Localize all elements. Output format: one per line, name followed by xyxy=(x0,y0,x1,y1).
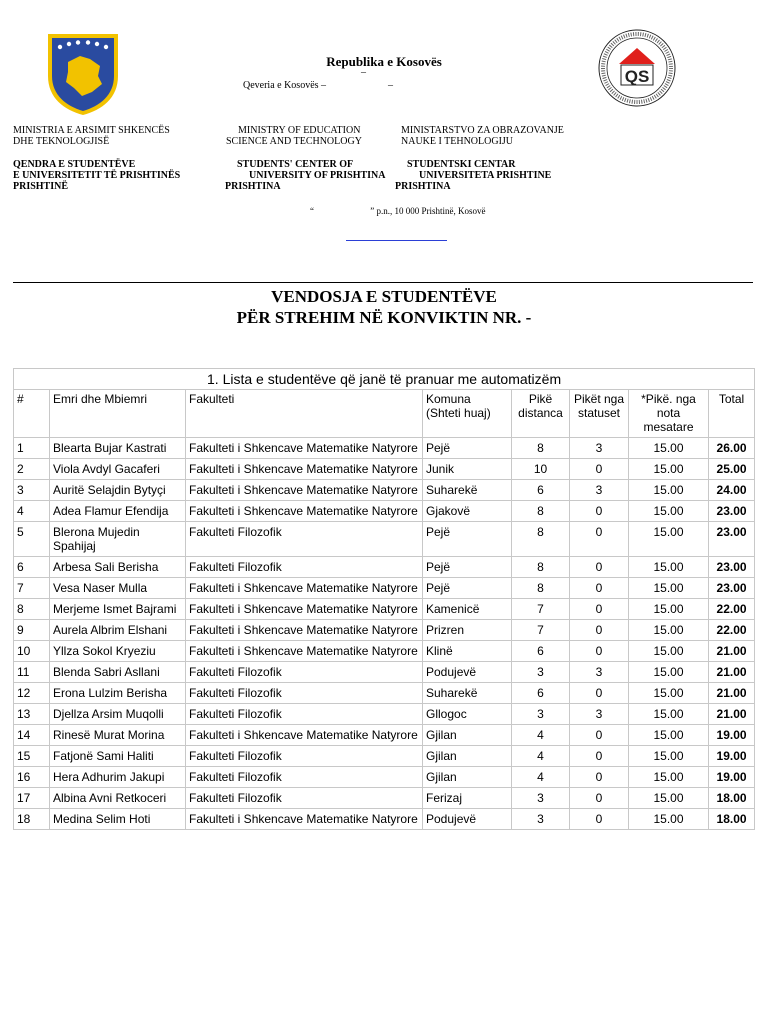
table-cell-n: 5 xyxy=(14,522,50,557)
table-cell-kom: Gllogoc xyxy=(423,704,512,725)
government-label: Qeveria e Kosovës – xyxy=(243,80,327,91)
center-albanian: QENDRA E STUDENTËVE E UNIVERSITETIT TË PRISHTINËS PRISHTINË xyxy=(13,159,181,192)
table-cell-nota: 15.00 xyxy=(629,809,709,830)
table-cell-nota: 15.00 xyxy=(629,480,709,501)
table-cell-kom: Gjilan xyxy=(423,767,512,788)
table-cell-dist: 8 xyxy=(512,501,570,522)
column-header: Komuna (Shteti huaj) xyxy=(423,390,512,438)
column-header: Pikët nga statuset xyxy=(570,390,629,438)
column-header: *Pikë. nga nota mesatare xyxy=(629,390,709,438)
table-cell-name: Merjeme Ismet Bajrami xyxy=(50,599,186,620)
table-cell-dist: 3 xyxy=(512,662,570,683)
table-cell-total: 22.00 xyxy=(709,620,755,641)
table-cell-total: 19.00 xyxy=(709,725,755,746)
table-cell-nota: 15.00 xyxy=(629,438,709,459)
table-cell-n: 10 xyxy=(14,641,50,662)
table-cell-fac: Fakulteti Filozofik xyxy=(186,557,423,578)
table-caption-row xyxy=(14,369,755,390)
table-cell-kom: Kamenicë xyxy=(423,599,512,620)
table-cell-nota: 15.00 xyxy=(629,557,709,578)
table-cell-fac: Fakulteti i Shkencave Matematike Natyrore xyxy=(186,599,423,620)
table-cell-total: 23.00 xyxy=(709,501,755,522)
table-cell-n: 7 xyxy=(14,578,50,599)
table-cell-stat: 3 xyxy=(570,662,629,683)
table-cell-name: Adea Flamur Efendija xyxy=(50,501,186,522)
table-cell-fac: Fakulteti Filozofik xyxy=(186,662,423,683)
table-cell-total: 21.00 xyxy=(709,704,755,725)
table-cell-stat: 0 xyxy=(570,641,629,662)
table-cell-name: Vesa Naser Mulla xyxy=(50,578,186,599)
table-cell-kom: Suharekë xyxy=(423,480,512,501)
table-cell-n: 8 xyxy=(14,599,50,620)
table-cell-n: 2 xyxy=(14,459,50,480)
table-cell-total: 21.00 xyxy=(709,683,755,704)
header-dash: – xyxy=(361,67,366,78)
table-cell-n: 9 xyxy=(14,620,50,641)
table-cell-nota: 15.00 xyxy=(629,522,709,557)
table-cell-n: 17 xyxy=(14,788,50,809)
table-row xyxy=(14,809,755,830)
table-cell-fac: Fakulteti i Shkencave Matematike Natyrore xyxy=(186,501,423,522)
table-cell-n: 15 xyxy=(14,746,50,767)
table-cell-total: 19.00 xyxy=(709,746,755,767)
table-cell-nota: 15.00 xyxy=(629,788,709,809)
table-row xyxy=(14,620,755,641)
table-cell-stat: 3 xyxy=(570,438,629,459)
table-cell-total: 21.00 xyxy=(709,641,755,662)
column-header: Pikë distanca xyxy=(512,390,570,438)
table-cell-stat: 0 xyxy=(570,620,629,641)
table-cell-total: 24.00 xyxy=(709,480,755,501)
table-cell-kom: Pejë xyxy=(423,522,512,557)
table-cell-fac: Fakulteti i Shkencave Matematike Natyrore xyxy=(186,578,423,599)
table-row xyxy=(14,438,755,459)
table-cell-kom: Junik xyxy=(423,459,512,480)
table-cell-dist: 8 xyxy=(512,438,570,459)
qs-logo-icon xyxy=(597,28,677,108)
table-cell-fac: Fakulteti Filozofik xyxy=(186,767,423,788)
table-cell-fac: Fakulteti i Shkencave Matematike Natyrore xyxy=(186,725,423,746)
table-cell-n: 14 xyxy=(14,725,50,746)
table-cell-stat: 0 xyxy=(570,767,629,788)
table-cell-fac: Fakulteti i Shkencave Matematike Natyrore xyxy=(186,459,423,480)
table-row xyxy=(14,599,755,620)
table-cell-kom: Ferizaj xyxy=(423,788,512,809)
ministry-albanian: MINISTRIA E ARSIMIT SHKENCËS DHE TEKNOLOGJISË xyxy=(13,125,170,147)
republic-title: Republika e Kosovës xyxy=(326,54,442,69)
table-cell-stat: 0 xyxy=(570,578,629,599)
table-cell-kom: Podujevë xyxy=(423,662,512,683)
table-cell-fac: Fakulteti Filozofik xyxy=(186,522,423,557)
table-cell-fac: Fakulteti i Shkencave Matematike Natyrore xyxy=(186,641,423,662)
table-cell-total: 18.00 xyxy=(709,809,755,830)
table-row xyxy=(14,746,755,767)
column-header: Total xyxy=(709,390,755,438)
table-row xyxy=(14,662,755,683)
table-cell-stat: 0 xyxy=(570,788,629,809)
table-cell-dist: 10 xyxy=(512,459,570,480)
table-cell-nota: 15.00 xyxy=(629,459,709,480)
table-cell-nota: 15.00 xyxy=(629,578,709,599)
table-cell-name: Blerona Mujedin Spahijaj xyxy=(50,522,186,557)
table-cell-dist: 3 xyxy=(512,788,570,809)
table-cell-fac: Fakulteti Filozofik xyxy=(186,788,423,809)
table-cell-nota: 15.00 xyxy=(629,641,709,662)
table-cell-fac: Fakulteti Filozofik xyxy=(186,704,423,725)
table-cell-name: Viola Avdyl Gacaferi xyxy=(50,459,186,480)
table-cell-kom: Podujevë xyxy=(423,809,512,830)
table-header-row xyxy=(14,390,755,438)
table-cell-kom: Pejë xyxy=(423,578,512,599)
table-cell-fac: Fakulteti i Shkencave Matematike Natyrore xyxy=(186,809,423,830)
center-english: STUDENTS' CENTER OF UNIVERSITY OF PRISHTINA PRISHTINA xyxy=(225,159,386,192)
table-cell-dist: 6 xyxy=(512,683,570,704)
table-cell-n: 13 xyxy=(14,704,50,725)
table-cell-dist: 7 xyxy=(512,599,570,620)
table-cell-name: Blenda Sabri Asllani xyxy=(50,662,186,683)
document-title: VENDOSJA E STUDENTËVE PËR STREHIM NË KONVIKTIN NR. - xyxy=(236,287,532,327)
table-cell-n: 12 xyxy=(14,683,50,704)
table-cell-stat: 0 xyxy=(570,557,629,578)
table-cell-total: 21.00 xyxy=(709,662,755,683)
table-cell-name: Yllza Sokol Kryeziu xyxy=(50,641,186,662)
table-cell-dist: 4 xyxy=(512,767,570,788)
table-cell-n: 6 xyxy=(14,557,50,578)
column-header: Fakulteti xyxy=(186,390,423,438)
table-cell-name: Fatjonë Sami Haliti xyxy=(50,746,186,767)
table-cell-kom: Prizren xyxy=(423,620,512,641)
table-cell-total: 19.00 xyxy=(709,767,755,788)
table-caption: 1. Lista e studentëve që janë të pranuar me automatizëm xyxy=(14,369,755,390)
table-cell-name: Albina Avni Retkoceri xyxy=(50,788,186,809)
column-header: # xyxy=(14,390,50,438)
table-cell-stat: 0 xyxy=(570,459,629,480)
table-cell-dist: 8 xyxy=(512,557,570,578)
table-cell-fac: Fakulteti Filozofik xyxy=(186,746,423,767)
table-cell-name: Blearta Bujar Kastrati xyxy=(50,438,186,459)
table-cell-name: Arbesa Sali Berisha xyxy=(50,557,186,578)
table-cell-nota: 15.00 xyxy=(629,683,709,704)
table-cell-fac: Fakulteti i Shkencave Matematike Natyrore xyxy=(186,620,423,641)
table-cell-kom: Gjakovë xyxy=(423,501,512,522)
table-row xyxy=(14,683,755,704)
table-cell-name: Djellza Arsim Muqolli xyxy=(50,704,186,725)
table-cell-name: Medina Selim Hoti xyxy=(50,809,186,830)
table-cell-kom: Suharekë xyxy=(423,683,512,704)
table-cell-nota: 15.00 xyxy=(629,704,709,725)
table-cell-total: 26.00 xyxy=(709,438,755,459)
table-row xyxy=(14,501,755,522)
table-cell-n: 1 xyxy=(14,438,50,459)
table-row xyxy=(14,725,755,746)
table-cell-dist: 4 xyxy=(512,746,570,767)
table-cell-total: 23.00 xyxy=(709,557,755,578)
table-cell-n: 18 xyxy=(14,809,50,830)
table-cell-fac: Fakulteti i Shkencave Matematike Natyrore xyxy=(186,438,423,459)
table-row xyxy=(14,480,755,501)
address-line: “ ” p.n., 10 000 Prishtinë, Kosovë xyxy=(310,206,486,216)
table-cell-dist: 8 xyxy=(512,578,570,599)
table-cell-kom: Pejë xyxy=(423,557,512,578)
table-row xyxy=(14,704,755,725)
table-cell-total: 22.00 xyxy=(709,599,755,620)
table-cell-stat: 3 xyxy=(570,480,629,501)
table-row xyxy=(14,767,755,788)
table-cell-kom: Pejë xyxy=(423,438,512,459)
table-cell-n: 3 xyxy=(14,480,50,501)
table-cell-nota: 15.00 xyxy=(629,599,709,620)
table-cell-total: 25.00 xyxy=(709,459,755,480)
table-cell-stat: 0 xyxy=(570,522,629,557)
students-table-wrap xyxy=(13,368,754,830)
table-row xyxy=(14,459,755,480)
table-cell-n: 4 xyxy=(14,501,50,522)
table-cell-stat: 0 xyxy=(570,599,629,620)
table-cell-nota: 15.00 xyxy=(629,501,709,522)
students-table xyxy=(13,368,755,830)
table-row xyxy=(14,578,755,599)
table-cell-stat: 0 xyxy=(570,501,629,522)
table-cell-name: Rinesë Murat Morina xyxy=(50,725,186,746)
table-cell-n: 16 xyxy=(14,767,50,788)
table-cell-stat: 0 xyxy=(570,683,629,704)
table-cell-stat: 0 xyxy=(570,809,629,830)
table-cell-kom: Klinë xyxy=(423,641,512,662)
table-cell-fac: Fakulteti Filozofik xyxy=(186,683,423,704)
table-cell-nota: 15.00 xyxy=(629,620,709,641)
center-serbian: STUDENTSKI CENTAR UNIVERSITETA PRISHTINE PRISHTINA xyxy=(395,159,552,192)
qs-logo-text: QS xyxy=(624,67,650,86)
table-cell-dist: 7 xyxy=(512,620,570,641)
table-cell-nota: 15.00 xyxy=(629,662,709,683)
table-cell-nota: 15.00 xyxy=(629,725,709,746)
table-cell-name: Erona Lulzim Berisha xyxy=(50,683,186,704)
table-cell-stat: 0 xyxy=(570,746,629,767)
ministry-serbian: MINISTARSTVO ZA OBRAZOVANJE NAUKE I TEHNOLOGIJU xyxy=(401,125,564,147)
table-cell-stat: 3 xyxy=(570,704,629,725)
table-cell-dist: 3 xyxy=(512,809,570,830)
table-cell-name: Hera Adhurim Jakupi xyxy=(50,767,186,788)
table-cell-dist: 6 xyxy=(512,641,570,662)
table-cell-dist: 3 xyxy=(512,704,570,725)
column-header: Emri dhe Mbiemri xyxy=(50,390,186,438)
table-cell-nota: 15.00 xyxy=(629,746,709,767)
divider xyxy=(13,282,753,283)
table-cell-dist: 6 xyxy=(512,480,570,501)
table-cell-kom: Gjilan xyxy=(423,746,512,767)
table-cell-dist: 4 xyxy=(512,725,570,746)
table-cell-n: 11 xyxy=(14,662,50,683)
table-cell-name: Auritë Selajdin Bytyçi xyxy=(50,480,186,501)
table-cell-dist: 8 xyxy=(512,522,570,557)
table-cell-stat: 0 xyxy=(570,725,629,746)
kosovo-emblem-icon xyxy=(46,32,120,116)
table-row xyxy=(14,522,755,557)
table-cell-fac: Fakulteti i Shkencave Matematike Natyrore xyxy=(186,480,423,501)
table-cell-total: 23.00 xyxy=(709,578,755,599)
table-row xyxy=(14,788,755,809)
ministry-english: MINISTRY OF EDUCATION SCIENCE AND TECHNOLOGY xyxy=(226,125,362,147)
link-underline[interactable] xyxy=(346,240,447,241)
table-cell-kom: Gjilan xyxy=(423,725,512,746)
table-cell-nota: 15.00 xyxy=(629,767,709,788)
table-cell-total: 23.00 xyxy=(709,522,755,557)
table-cell-total: 18.00 xyxy=(709,788,755,809)
table-row xyxy=(14,557,755,578)
header-dash: – xyxy=(388,80,393,91)
table-row xyxy=(14,641,755,662)
table-cell-name: Aurela Albrim Elshani xyxy=(50,620,186,641)
